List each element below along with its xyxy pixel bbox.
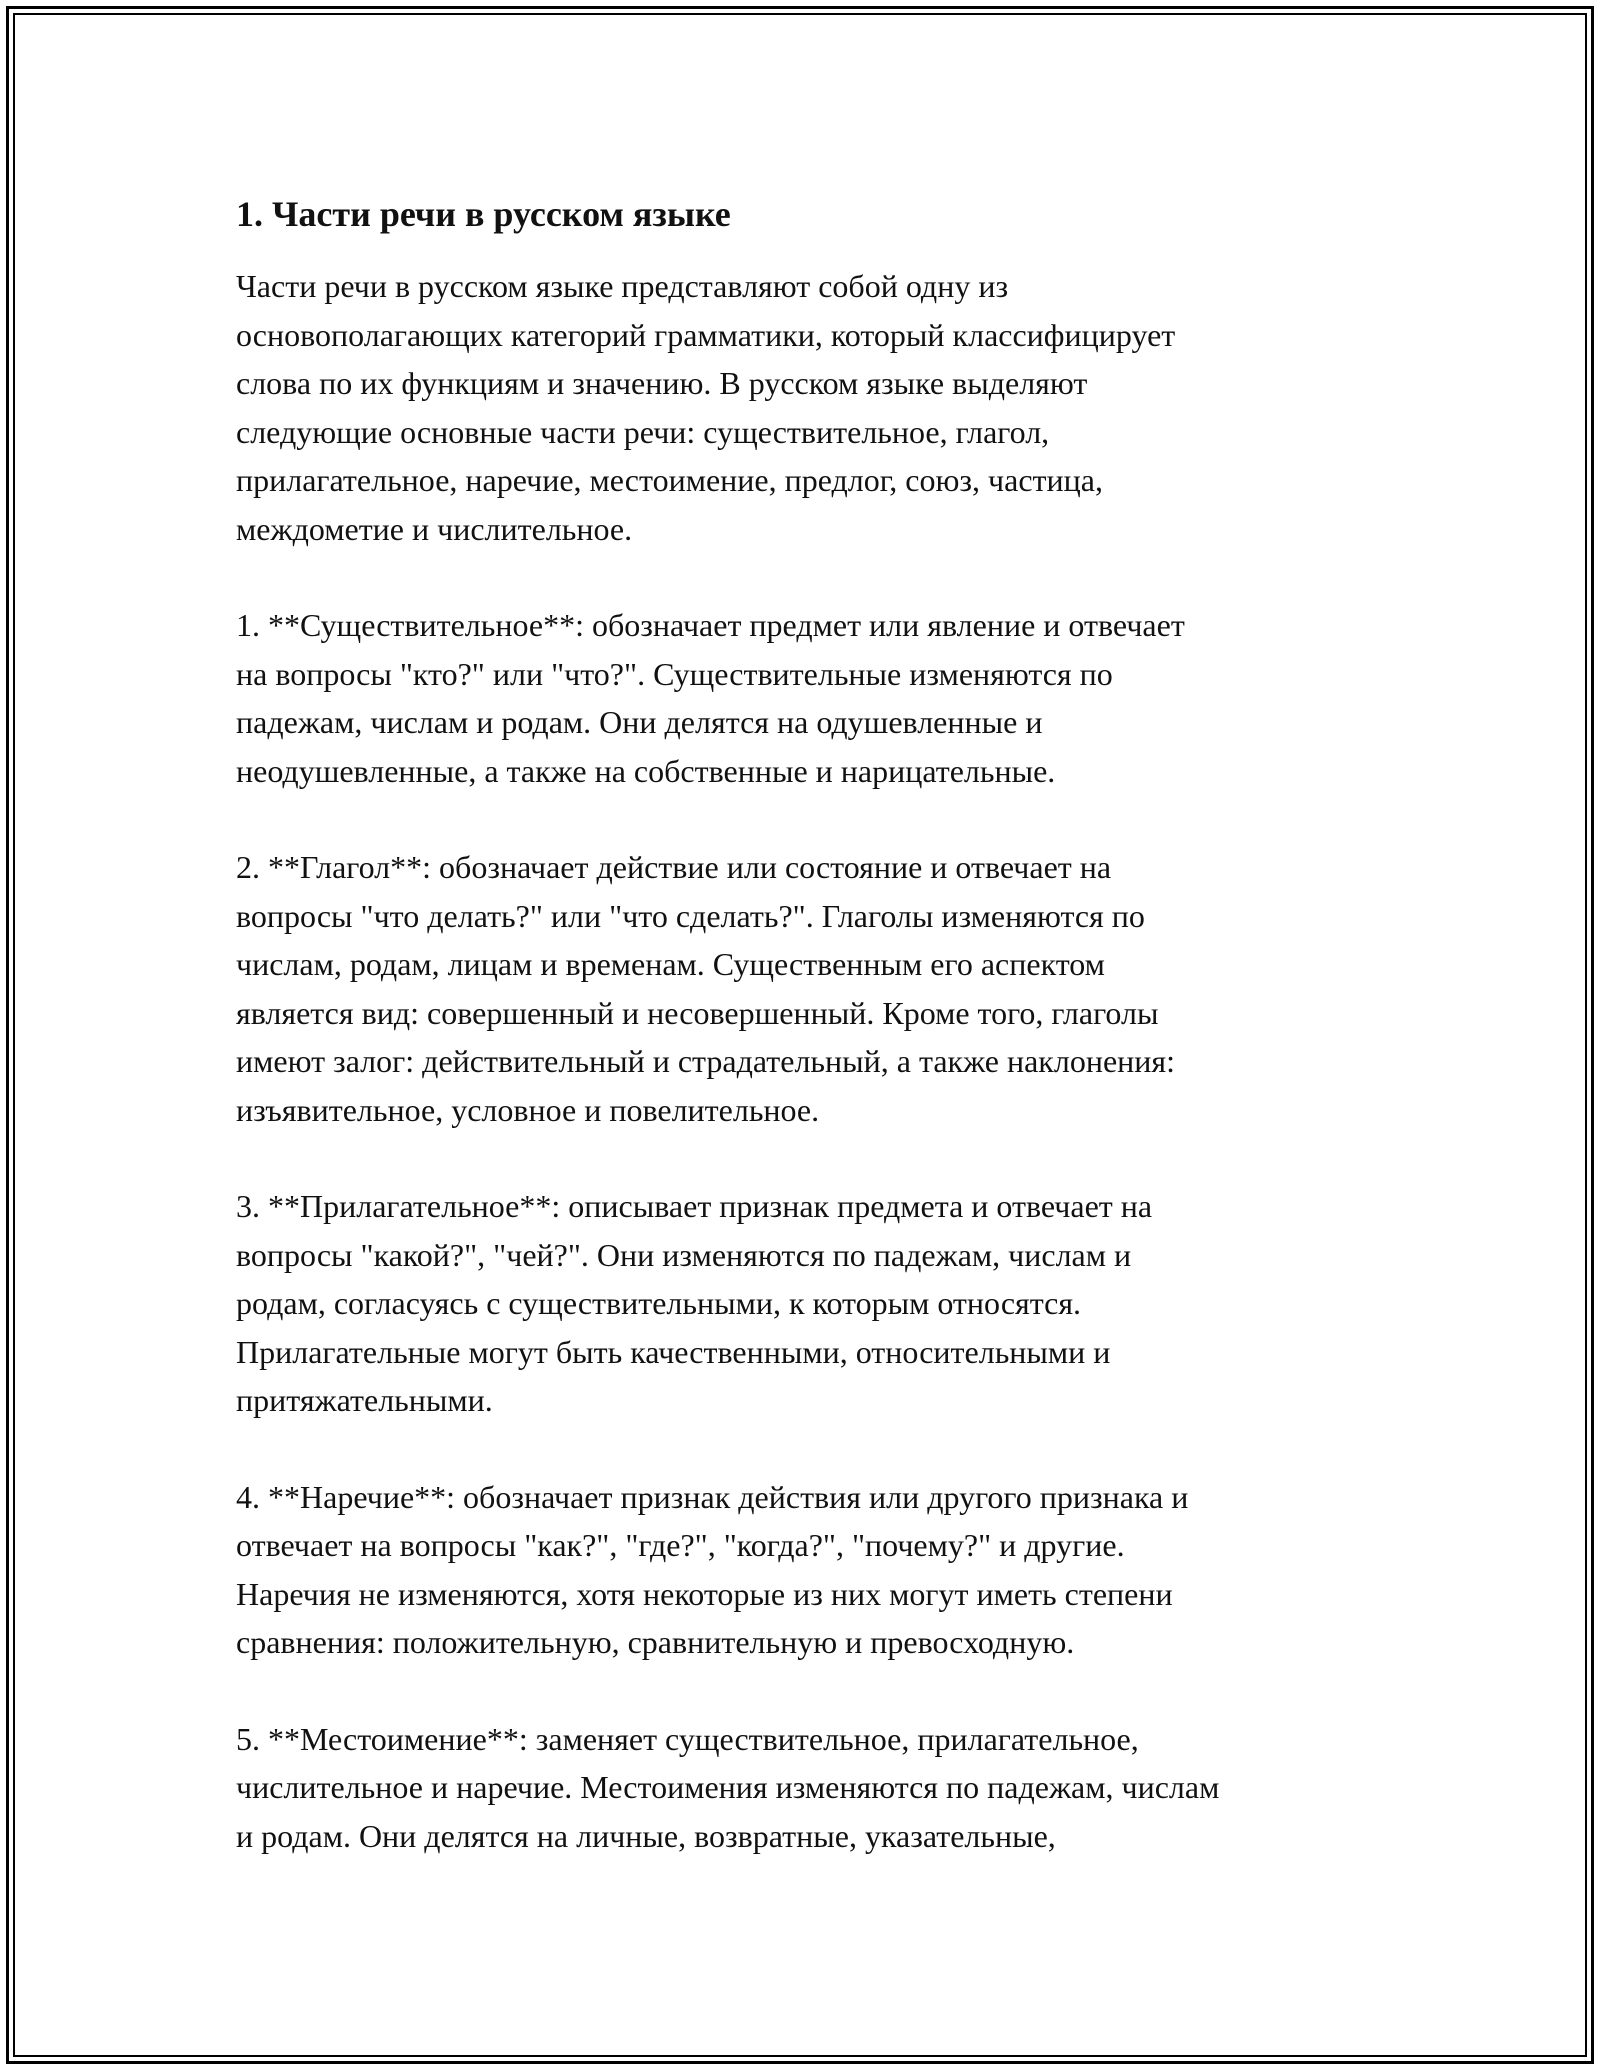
text-line: числам, родам, лицам и временам. Существенным его аспектом (236, 946, 1105, 982)
text-line: прилагательное, наречие, местоимение, предлог, союз, частица, (236, 462, 1103, 498)
noun-paragraph (236, 601, 1376, 795)
text-line: Части речи в русском языке представляют собой одну из (236, 268, 1009, 304)
intro-paragraph (236, 262, 1376, 553)
text-line: основополагающих категорий грамматики, который классифицирует (236, 316, 1176, 353)
text-line: отвечает на вопросы "как?", "где?", "когда?", "почему?" и другие. (236, 1527, 1125, 1563)
pronoun-paragraph (236, 1715, 1376, 1861)
adverb-paragraph (236, 1473, 1376, 1667)
text-line: 3. **Прилагательное**: описывает признак предмета и отвечает на (236, 1188, 1153, 1224)
text-line: притяжательными. (236, 1382, 493, 1418)
text-line: падежам, числам и родам. Они делятся на одушевленные и (236, 704, 1043, 740)
text-line: числительное и наречие. Местоимения изменяются по падежам, числам (236, 1769, 1220, 1805)
text-line: имеют залог: действительный и страдательный, а также наклонения: (236, 1043, 1175, 1079)
text-line: 5. **Местоимение**: заменяет существительное, прилагательное, (236, 1720, 1139, 1757)
text-line: Наречия не изменяются, хотя некоторые из них могут иметь степени (236, 1575, 1173, 1612)
text-line: является вид: совершенный и несовершенный. Кроме того, глаголы (236, 994, 1159, 1031)
text-line: 1. **Существительное**: обозначает предмет или явление и отвечает (236, 607, 1185, 643)
text-line: родам, согласуясь с существительными, к которым относятся. (236, 1285, 1082, 1321)
text-line: 2. **Глагол**: обозначает действие или состояние и отвечает на (236, 849, 1112, 885)
section-heading: 1. Части речи в русском языке (236, 194, 731, 234)
text-line: Прилагательные могут быть качественными, относительными и (236, 1333, 1111, 1370)
text-line: изъявительное, условное и повелительное. (236, 1091, 820, 1128)
text-line: и родам. Они делятся на личные, возвратные, указательные, (236, 1817, 1056, 1854)
text-line: неодушевленные, а также на собственные и нарицательные. (236, 752, 1056, 789)
adjective-paragraph (236, 1182, 1376, 1425)
text-line: на вопросы "кто?" или "что?". Существительные изменяются по (236, 655, 1113, 692)
text-line: следующие основные части речи: существительное, глагол, (236, 413, 1050, 450)
verb-paragraph (236, 843, 1376, 1134)
text-line: вопросы "какой?", "чей?". Они изменяются по падежам, числам и (236, 1236, 1132, 1273)
text-line: слова по их функциям и значению. В русском языке выделяют (236, 365, 1088, 401)
text-line: 4. **Наречие**: обозначает признак действия или другого признака и (236, 1478, 1189, 1515)
text-line: вопросы "что делать?" или "что сделать?". Глаголы изменяются по (236, 897, 1145, 934)
document-page (236, 186, 1376, 1860)
text-line: сравнения: положительную, сравнительную и превосходную. (236, 1624, 1075, 1660)
text-line: междометие и числительное. (236, 510, 633, 547)
